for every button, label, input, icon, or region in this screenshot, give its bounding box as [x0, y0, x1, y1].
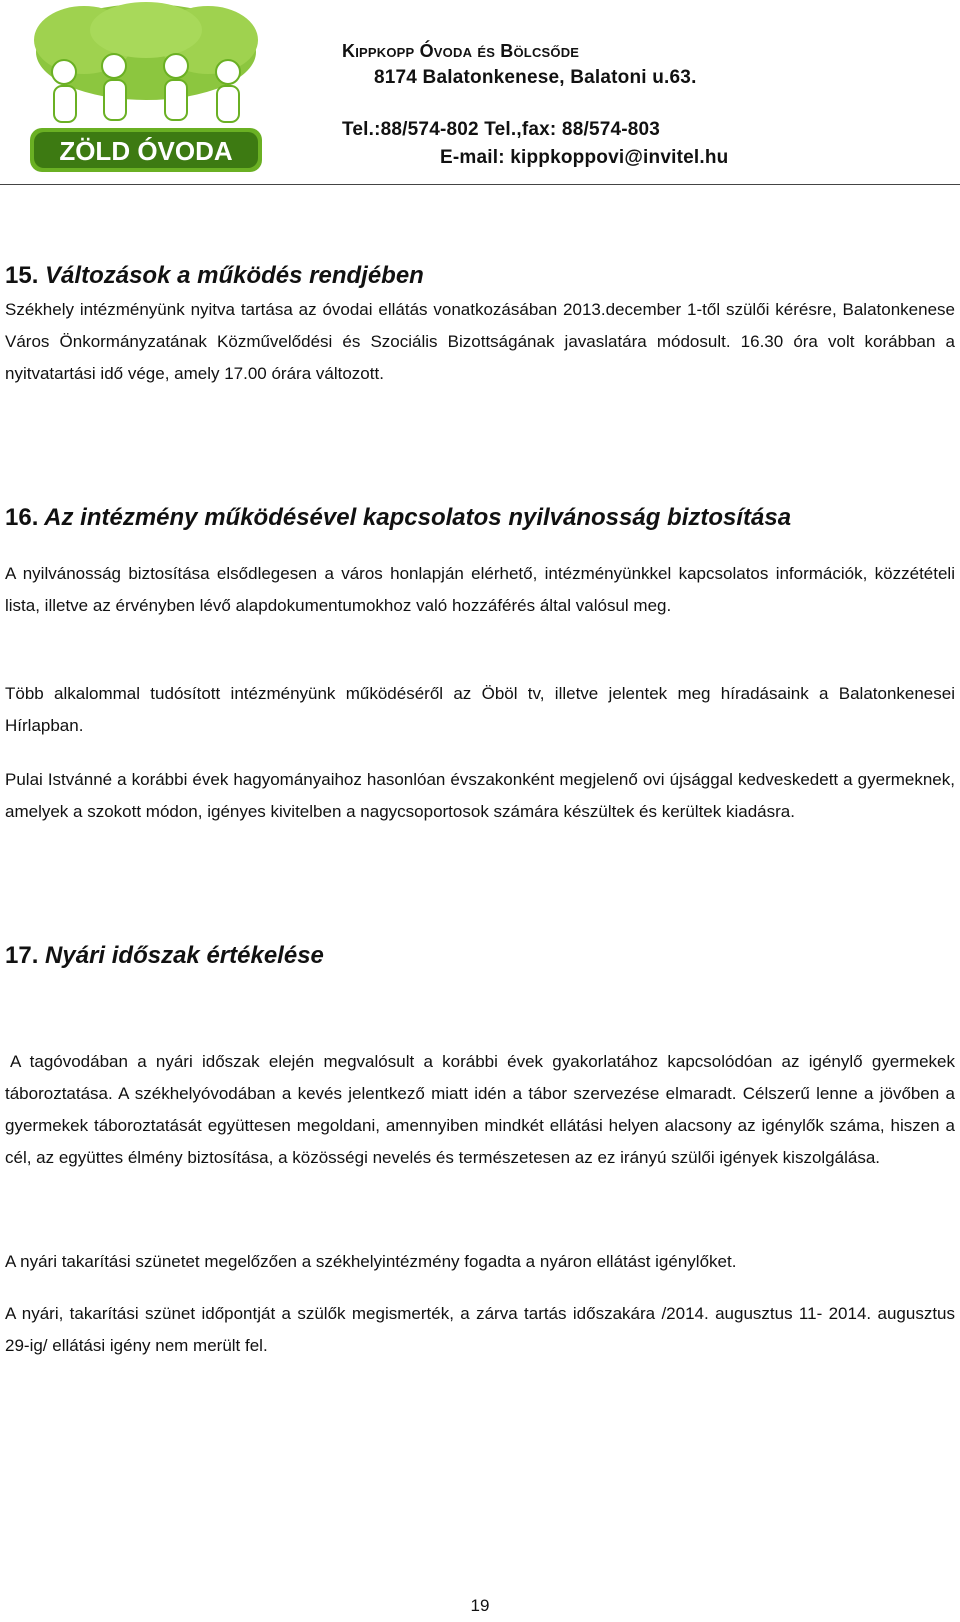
organization-email: E-mail: kippkoppovi@invitel.hu: [440, 147, 729, 168]
section-15-heading: [5, 262, 424, 290]
organization-info: [342, 38, 952, 172]
page-number: 19: [470, 1596, 490, 1615]
letterhead: [0, 0, 960, 185]
section-17-title: Nyári időszak értékelése: [45, 942, 324, 969]
section-16-heading: [5, 504, 791, 532]
organization-name: Kippkopp Óvoda és Bölcsőde: [342, 41, 580, 61]
zold-ovoda-logo: [24, 0, 268, 180]
section-16-title: Az intézmény működésével kapcsolatos nyilvánosság biztosítása: [44, 504, 792, 531]
section-16-number: 16.: [5, 504, 39, 531]
section-16-paragraph-3: Pulai Istvánné a korábbi évek hagyományaihoz hasonlóan évszakonként megjelenő ovi újsággal kedveskedett a gyermeknek, amelyek a szokott módon, igényes kivitelben a nagycsoportosok számára készültek és kerültek kiadásra.: [5, 770, 955, 821]
section-15-number: 15.: [5, 262, 39, 289]
organization-address: 8174 Balatonkenese, Balatoni u.63.: [374, 67, 697, 88]
section-17-paragraph-2: A nyári takarítási szünetet megelőzően a székhelyintézmény fogadta a nyáron ellátást igénylőket.: [5, 1252, 737, 1271]
section-17-paragraph-1: A tagóvodában a nyári időszak elején megvalósult a korábbi évek gyakorlatához kapcsolódóan az igénylő gyermekek táboroztatása. A székhelyóvodában a kevés jelentkező miatt idén a tábor szervezése elmaradt. Célszerű lenne a jövőben a gyermekek táboroztatását együttesen megoldani, amennyiben mindkét ellátási helyen alacsony az igénylők száma, hiszen a cél, az együttes élmény biztosítása, a közösségi nevelés és természetesen az ez irányú szülői igények kiszolgálása.: [5, 1052, 955, 1167]
section-17-number: 17.: [5, 942, 39, 969]
section-17-paragraph-3: A nyári, takarítási szünet időpontját a szülők megismerték, a zárva tartás időszakára /2014. augusztus 11- 2014. augusztus 29-ig/ ellátási igény nem merült fel.: [5, 1304, 955, 1355]
organization-phone: Tel.:88/574-802 Tel.,fax: 88/574-803: [342, 119, 661, 140]
section-16-paragraph-1: A nyilvánosság biztosítása elsődlegesen a város honlapján elérhető, intézményünkkel kapcsolatos információk, közzétételi lista, illetve az érvényben lévő alapdokumentumokhoz való hozzáférés által valósul meg.: [5, 564, 955, 615]
logo-text: ZÖLD ÓVODA: [59, 136, 233, 166]
section-17-heading: [5, 942, 324, 970]
section-16-paragraph-2: Több alkalommal tudósított intézményünk működéséről az Öböl tv, illetve jelentek meg híradásaink a Balatonkenesei Hírlapban.: [5, 684, 955, 735]
section-15-title: Változások a működés rendjében: [45, 262, 424, 289]
section-15-paragraph: Székhely intézményünk nyitva tartása az óvodai ellátás vonatkozásában 2013.december 1-től szülői kérésre, Balatonkenese Város Önkormányzatának Közművelődési és Szociális Bizottságának javaslatára módosult. 16.30 óra volt korábban a nyitvatartási idő vége, amely 17.00 órára változott.: [5, 300, 955, 383]
